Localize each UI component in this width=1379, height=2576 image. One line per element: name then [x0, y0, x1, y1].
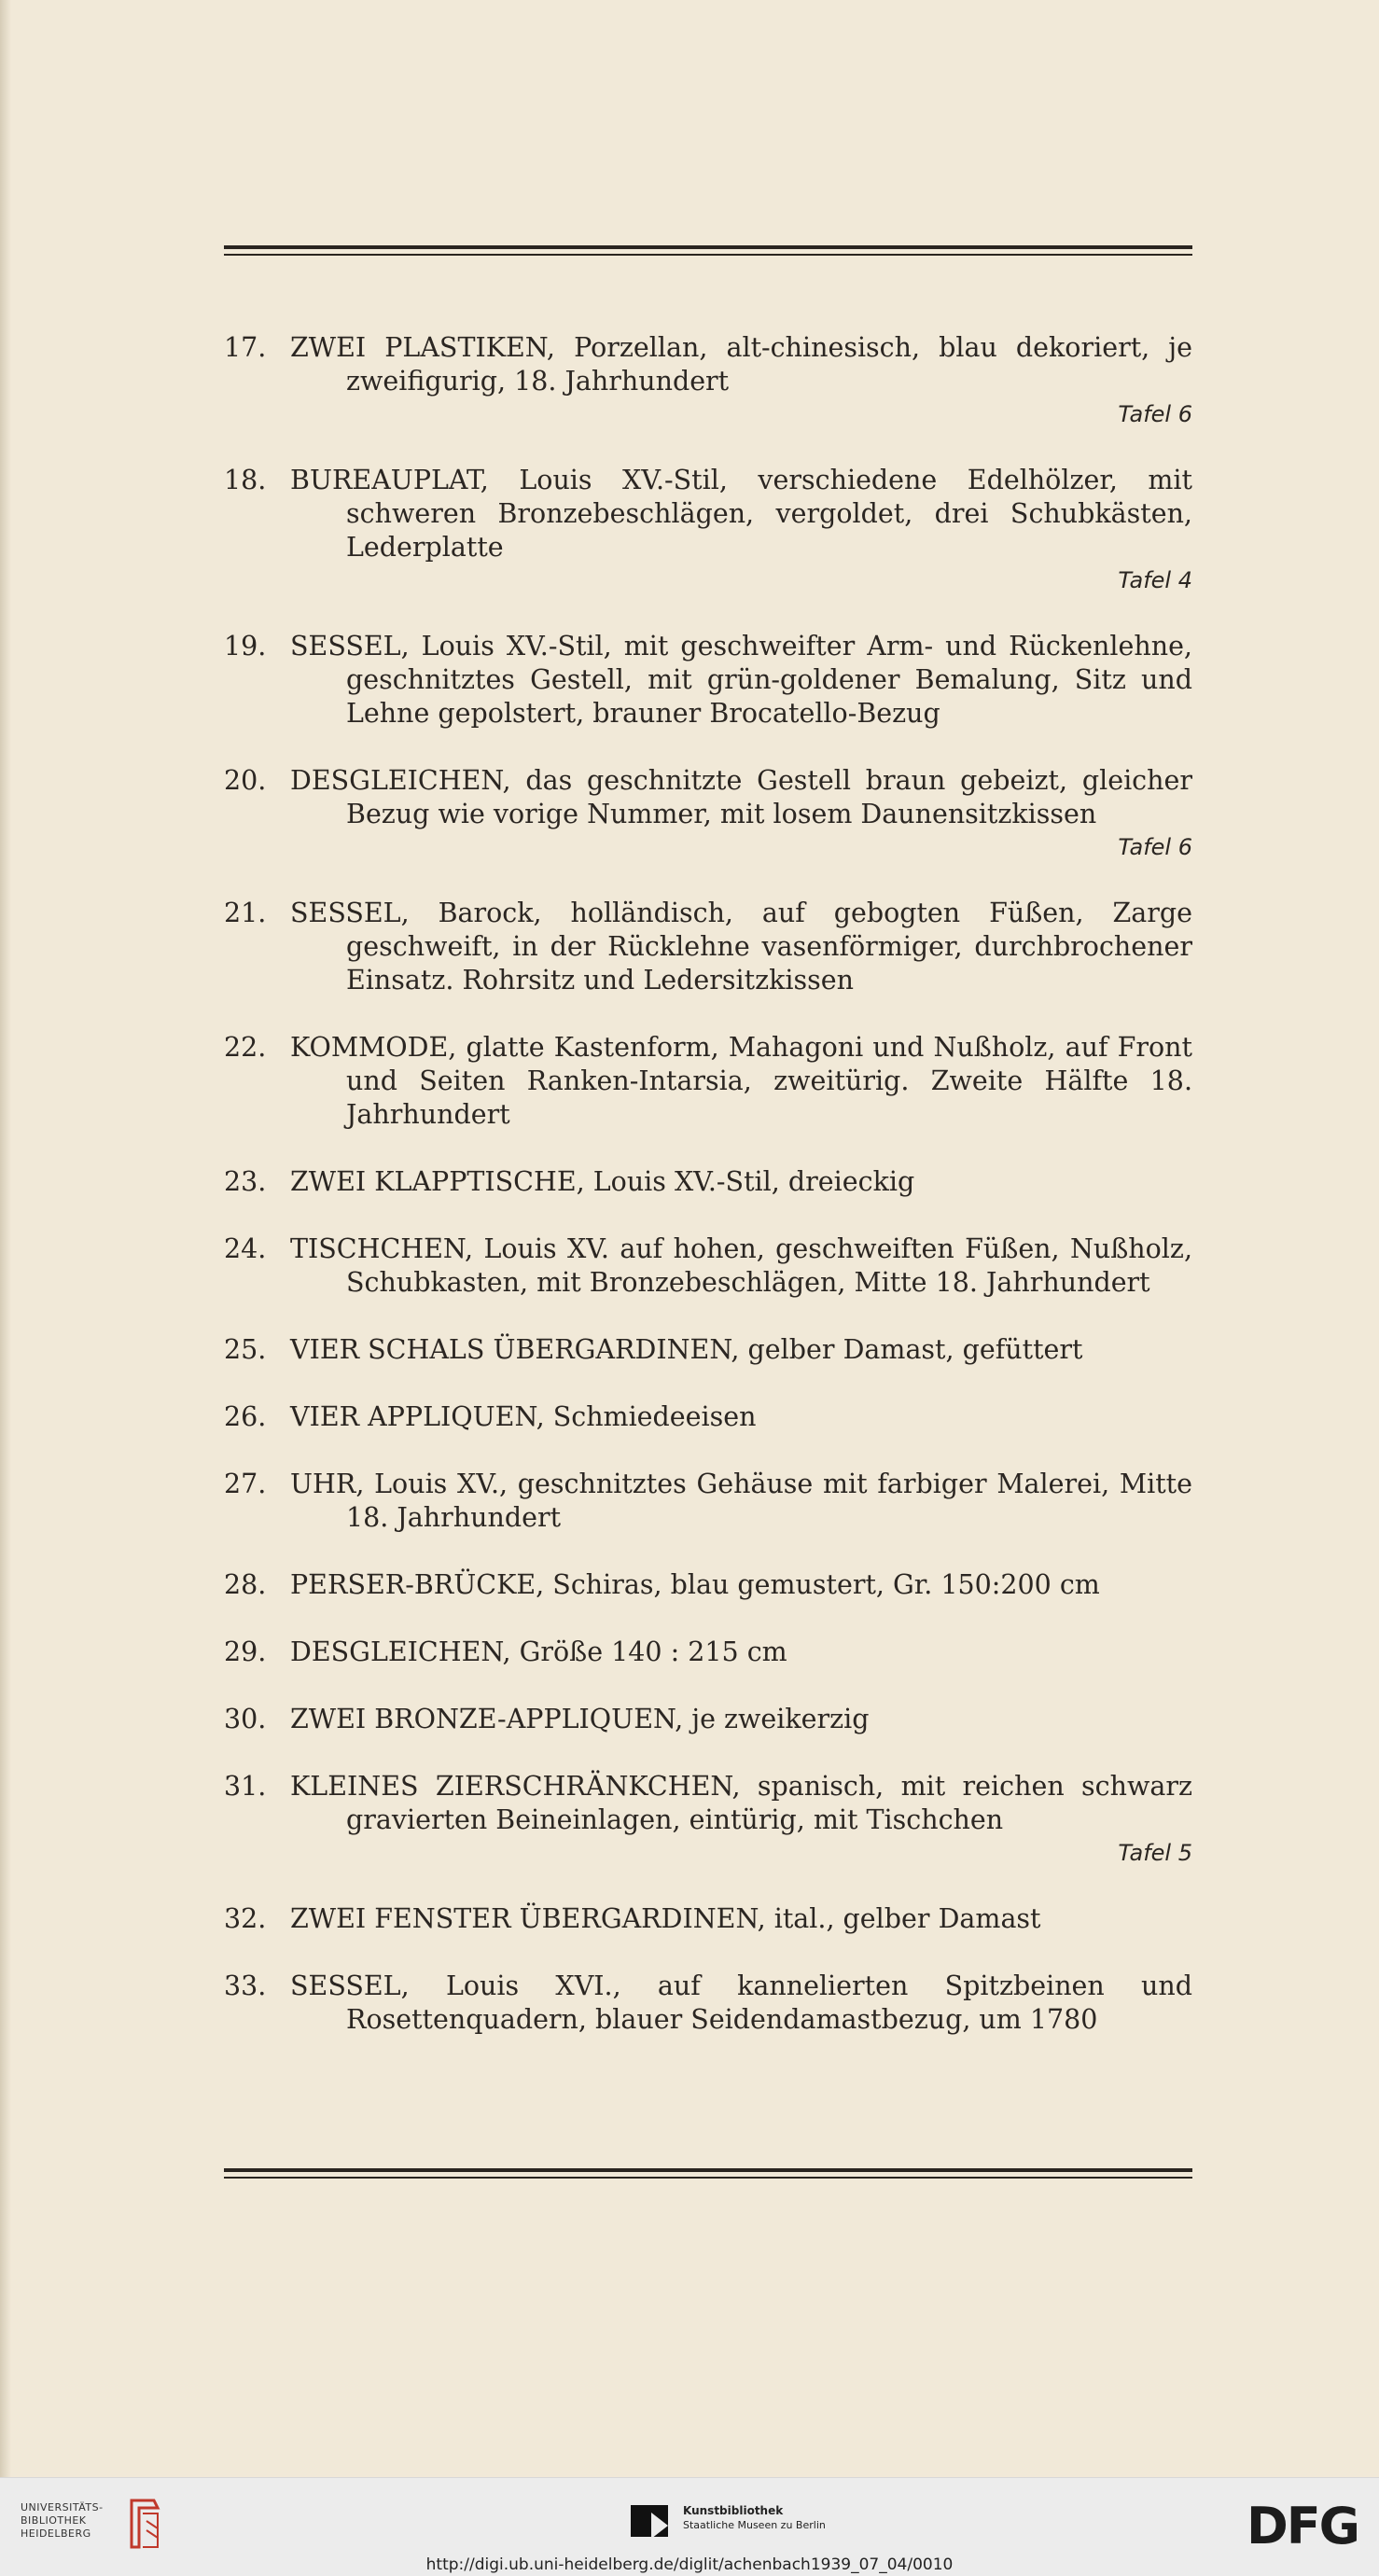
heidelberg-crest-icon [126, 2497, 163, 2551]
plate-reference: Tafel 4 [1118, 567, 1192, 593]
entry-number: 24. [224, 1233, 267, 1264]
entry-number: 33. [224, 1970, 267, 2001]
plate-reference: Tafel 5 [1118, 1840, 1192, 1866]
catalog-entry [224, 1400, 1192, 1434]
catalog-entry [224, 1636, 1192, 1669]
entry-description: DESGLEICHEN, das geschnitzte Gestell braun gebeizt, gleicher Bezug wie vorige Nummer, mit losem Daunensitzkissen [290, 765, 1192, 829]
catalog-entry [224, 464, 1192, 596]
entry-number: 30. [224, 1704, 267, 1734]
page-edge-shadow [0, 0, 11, 2477]
entry-description: ZWEI FENSTER ÜBERGARDINEN, ital., gelber Damast [290, 1903, 1041, 1934]
heidelberg-university-library-logo[interactable] [21, 2501, 104, 2541]
catalog-entry [224, 1902, 1192, 1936]
viewer-footer [0, 2477, 1379, 2576]
catalog-entry [224, 1031, 1192, 1132]
entry-number: 17. [224, 332, 267, 363]
entry-number: 22. [224, 1032, 267, 1063]
top-double-rule [224, 245, 1192, 256]
entry-description: ZWEI BRONZE-APPLIQUEN, je zweikerzig [290, 1704, 870, 1734]
entry-number: 32. [224, 1903, 267, 1934]
entry-number: 19. [224, 631, 267, 661]
entry-number: 20. [224, 765, 267, 796]
entry-description: PERSER-BRÜCKE, Schiras, blau gemustert, Gr. 150:200 cm [290, 1569, 1100, 1600]
entry-number: 23. [224, 1166, 267, 1197]
entry-description: KLEINES ZIERSCHRÄNKCHEN, spanisch, mit reichen schwarz gravierten Beineinlagen, eintürig, mit Tischchen [290, 1771, 1192, 1835]
entry-description: KOMMODE, glatte Kastenform, Mahagoni und Nußholz, auf Front und Seiten Ranken-Intarsia, zweitürig. Zweite Hälfte 18. Jahrhundert [290, 1032, 1192, 1130]
bottom-double-rule [224, 2168, 1192, 2179]
catalog-entry [224, 1970, 1192, 2037]
plate-reference: Tafel 6 [1118, 401, 1192, 427]
entry-number: 21. [224, 898, 267, 928]
catalog-entry [224, 897, 1192, 997]
permalink-url[interactable]: http://digi.ub.uni-heidelberg.de/diglit/achenbach1939_07_04/0010 [425, 2555, 954, 2574]
entry-description: VIER APPLIQUEN, Schmiedeeisen [290, 1401, 757, 1432]
catalog-entry [224, 764, 1192, 863]
entry-number: 27. [224, 1469, 267, 1499]
entry-description: SESSEL, Louis XV.-Stil, mit geschweifter Arm- und Rückenlehne, geschnitztes Gestell, mit grün-goldener Bemalung, Sitz und Lehne gepolstert, brauner Brocatello-Bezug [290, 631, 1192, 729]
kunstbibliothek-logo-icon[interactable] [631, 2503, 672, 2541]
entry-description: ZWEI KLAPPTISCHE, Louis XV.-Stil, dreieckig [290, 1166, 915, 1197]
catalog-entry [224, 1770, 1192, 1869]
catalog-entry [224, 1703, 1192, 1736]
entry-description: BUREAUPLAT, Louis XV.-Stil, verschiedene Edelhölzer, mit schweren Bronzebeschlägen, vergoldet, drei Schubkästen, Lederplatte [290, 465, 1192, 563]
entry-description: DESGLEICHEN, Größe 140 : 215 cm [290, 1636, 787, 1667]
entry-number: 28. [224, 1569, 267, 1600]
university-logo-line: HEIDELBERG [21, 2527, 91, 2540]
entry-description: UHR, Louis XV., geschnitztes Gehäuse mit farbiger Malerei, Mitte 18. Jahrhundert [290, 1469, 1192, 1533]
university-logo-line: UNIVERSITÄTS- [21, 2501, 104, 2513]
university-logo-line: BIBLIOTHEK [21, 2514, 87, 2527]
dfg-logo[interactable]: DFG [1246, 2497, 1358, 2555]
catalog-entry [224, 1468, 1192, 1535]
entry-description: SESSEL, Barock, holländisch, auf gebogten Füßen, Zarge geschweift, in der Rücklehne vasenförmiger, durchbrochener Einsatz. Rohrsitz und Ledersitzkissen [290, 898, 1192, 996]
catalog-entry [224, 1333, 1192, 1367]
entry-number: 25. [224, 1334, 267, 1365]
entry-description: ZWEI PLASTIKEN, Porzellan, alt-chinesisch, blau dekoriert, je zweifigurig, 18. Jahrhundert [290, 332, 1192, 397]
entry-number: 18. [224, 465, 267, 495]
entry-description: SESSEL, Louis XVI., auf kannelierten Spitzbeinen und Rosettenquadern, blauer Seidendamastbezug, um 1780 [290, 1970, 1192, 2035]
catalog-entry [224, 1232, 1192, 1300]
entry-number: 26. [224, 1401, 267, 1432]
entry-number: 29. [224, 1636, 267, 1667]
entry-description: VIER SCHALS ÜBERGARDINEN, gelber Damast, gefüttert [290, 1334, 1083, 1365]
entry-number: 31. [224, 1771, 267, 1802]
catalog-entry [224, 630, 1192, 731]
kunstbibliothek-name: Kunstbibliothek [683, 2504, 784, 2517]
catalog-entry [224, 331, 1192, 430]
catalog-list [224, 331, 1192, 2070]
plate-reference: Tafel 6 [1118, 834, 1192, 860]
catalog-entry [224, 1165, 1192, 1199]
kunstbibliothek-label [683, 2503, 826, 2533]
catalog-entry [224, 1568, 1192, 1602]
kunstbibliothek-subtitle: Staatliche Museen zu Berlin [683, 2519, 826, 2531]
entry-description: TISCHCHEN, Louis XV. auf hohen, geschweiften Füßen, Nußholz, Schubkasten, mit Bronzebeschlägen, Mitte 18. Jahrhundert [290, 1233, 1192, 1298]
